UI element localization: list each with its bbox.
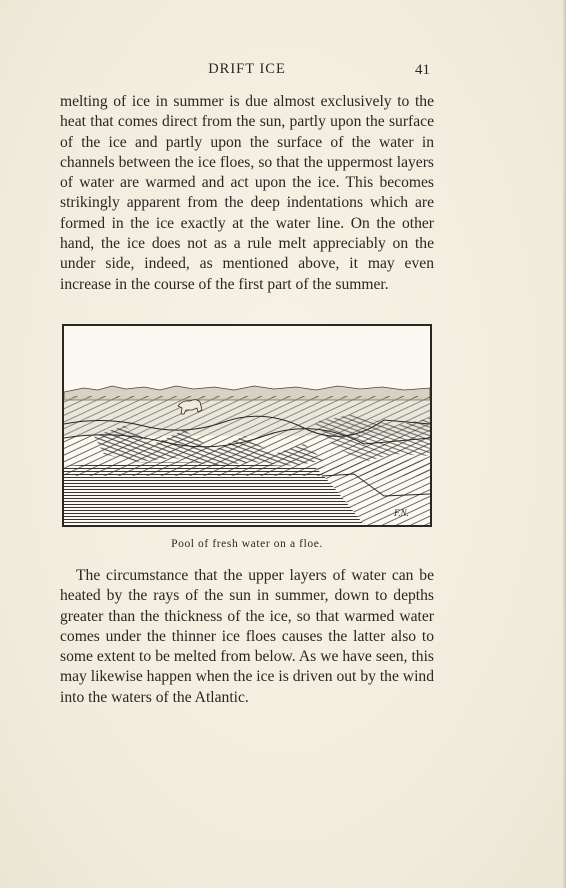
figure-caption: Pool of fresh water on a floe. xyxy=(171,538,323,550)
running-head xyxy=(0,61,566,81)
running-title: DRIFT ICE xyxy=(208,61,286,77)
paragraph-2: The circumstance that the upper layers of water can be heated by the rays of the sun in summer, down to depths greater than the thickness of the ice, so that warmed water comes under the thinner ice floes causes the latter also to some extent to be melted from below. As we have seen, this may likewise happen when the ice is driven out by the wind into the waters of the Atlantic. xyxy=(60,567,434,706)
figure-illustration xyxy=(62,324,432,527)
page-number: 41 xyxy=(415,62,430,78)
paragraph-1: melting of ice in summer is due almost exclusively to the heat that comes direct from the sun, partly upon the surface of the ice and partly upon the surface of the water in channels between the ice floes, so that the uppermost layers of water are warmed and act upon the ice. This becomes strikingly apparent from the deep indentations which are formed in the ice exactly at the water line. On the other hand, the ice does not as a rule melt appreciably on the under side, indeed, as mentioned above, it may even increase in the course of the first part of the summer. xyxy=(60,93,434,293)
ice-floe-engraving xyxy=(64,326,430,525)
engraver-monogram: F.N. xyxy=(394,508,409,518)
